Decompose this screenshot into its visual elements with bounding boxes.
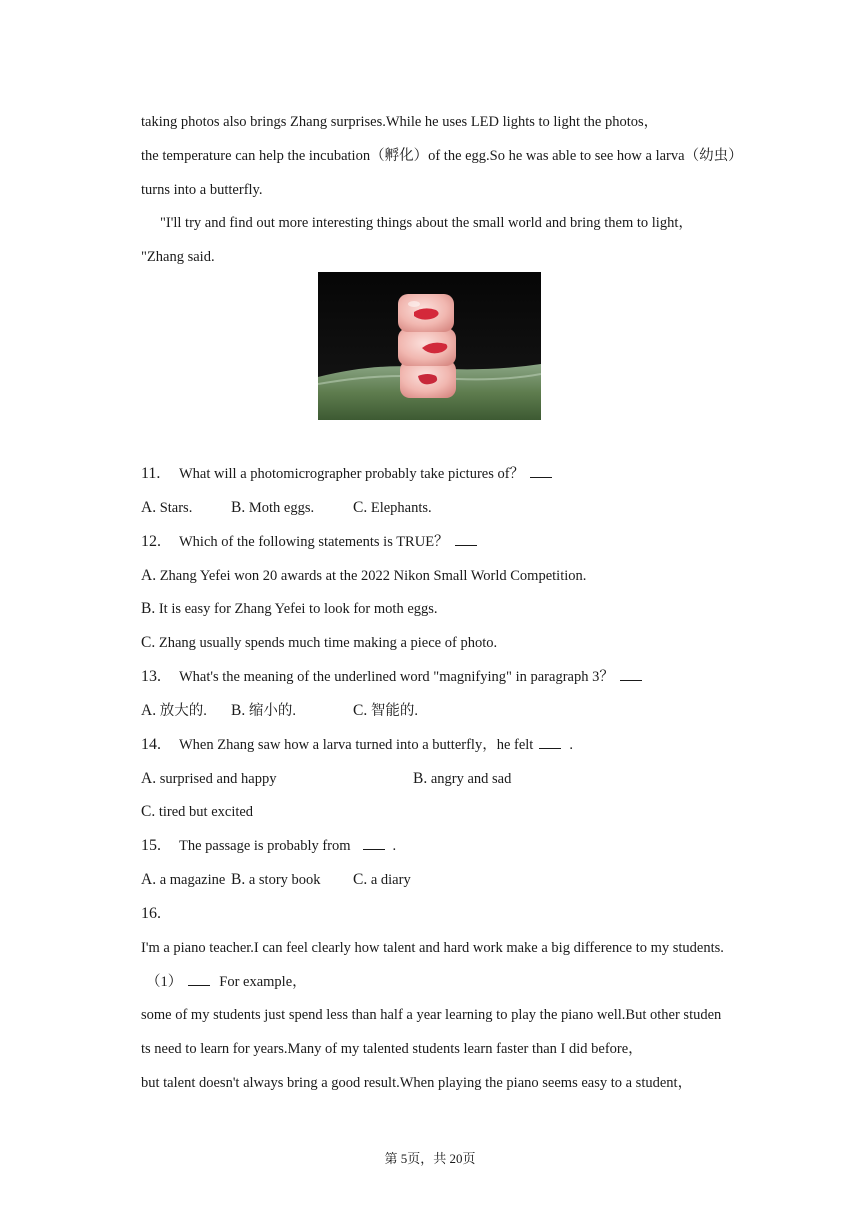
answer-blank[interactable] <box>188 975 210 986</box>
blank-number: （1） <box>146 974 183 990</box>
period: . <box>569 737 573 753</box>
option-a[interactable]: A. Zhang Yefei won 20 awards at the 2022 Nikon Small World Competition. <box>141 567 587 584</box>
answer-blank[interactable] <box>455 535 477 546</box>
option-a[interactable]: A. surprised and happy <box>141 770 277 787</box>
option-a[interactable]: A. a magazine <box>141 871 226 888</box>
paragraph-line: turns into a butterfly. <box>141 182 263 198</box>
moth-eggs-photo <box>318 272 541 420</box>
passage-line <box>146 973 307 991</box>
question-text: The passage is probably from <box>179 838 351 854</box>
answer-blank[interactable] <box>530 467 552 478</box>
paragraph-line: the temperature can help the incubation（孵化）of the egg.So he was able to see how a larva（幼虫） <box>141 148 743 164</box>
option-c[interactable]: C. tired but excited <box>141 803 254 820</box>
option-c[interactable]: C. Elephants. <box>353 499 432 516</box>
option-b[interactable]: B. a story book <box>231 871 321 888</box>
passage-line: some of my students just spend less than half a year learning to play the piano well.But other studen <box>141 1007 722 1023</box>
question-number: 13. <box>141 668 161 685</box>
option-a[interactable]: A. Stars. <box>141 499 193 516</box>
question-14 <box>141 736 573 754</box>
passage-text: For example， <box>219 974 307 990</box>
question-number: 11. <box>141 465 161 482</box>
option-a[interactable]: A. 放大的. <box>141 702 207 719</box>
option-b[interactable]: B. Moth eggs. <box>231 499 315 516</box>
question-number: 12. <box>141 533 161 550</box>
paragraph-line: taking photos also brings Zhang surprises.While he uses LED lights to light the photos， <box>141 114 659 130</box>
question-11 <box>141 465 552 483</box>
answer-blank[interactable] <box>363 839 385 850</box>
option-b[interactable]: B. It is easy for Zhang Yefei to look for moth eggs. <box>141 600 438 617</box>
passage-line: but talent doesn't always bring a good result.When playing the piano seems easy to a student， <box>141 1075 693 1091</box>
options-row <box>141 871 411 889</box>
question-number: 16. <box>141 905 161 922</box>
option-c[interactable]: C. a diary <box>353 871 411 888</box>
answer-blank[interactable] <box>539 738 561 749</box>
option-b[interactable]: B. angry and sad <box>413 770 512 787</box>
answer-blank[interactable] <box>620 670 642 681</box>
question-text: Which of the following statements is TRUE？ <box>179 534 449 550</box>
period: . <box>392 838 397 854</box>
question-16 <box>141 905 179 923</box>
option-c[interactable]: C. 智能的. <box>353 702 418 719</box>
question-text: When Zhang saw how a larva turned into a butterfly，he felt <box>179 737 534 753</box>
question-15 <box>141 837 396 855</box>
question-text: What will a photomicrographer probably take pictures of？ <box>179 466 525 482</box>
options-row <box>141 770 512 788</box>
option-b[interactable]: B. 缩小的. <box>231 702 296 719</box>
options-row <box>141 499 432 517</box>
passage-line: I'm a piano teacher.I can feel clearly how talent and hard work make a big difference to my students. <box>141 940 724 956</box>
options-row <box>141 702 418 720</box>
paragraph-line: "I'll try and find out more interesting things about the small world and bring them to light， <box>160 215 693 231</box>
question-number: 14. <box>141 736 161 753</box>
question-number: 15. <box>141 837 161 854</box>
option-c[interactable]: C. Zhang usually spends much time making a piece of photo. <box>141 634 498 651</box>
question-text: What's the meaning of the underlined word "magnifying" in paragraph 3？ <box>179 669 614 685</box>
question-12 <box>141 533 477 551</box>
page-footer: 第 5页，共 20页 <box>384 1151 476 1166</box>
paragraph-line: "Zhang said. <box>141 249 215 265</box>
passage-line: ts need to learn for years.Many of my talented students learn faster than I did before， <box>141 1041 643 1057</box>
question-13 <box>141 668 642 686</box>
